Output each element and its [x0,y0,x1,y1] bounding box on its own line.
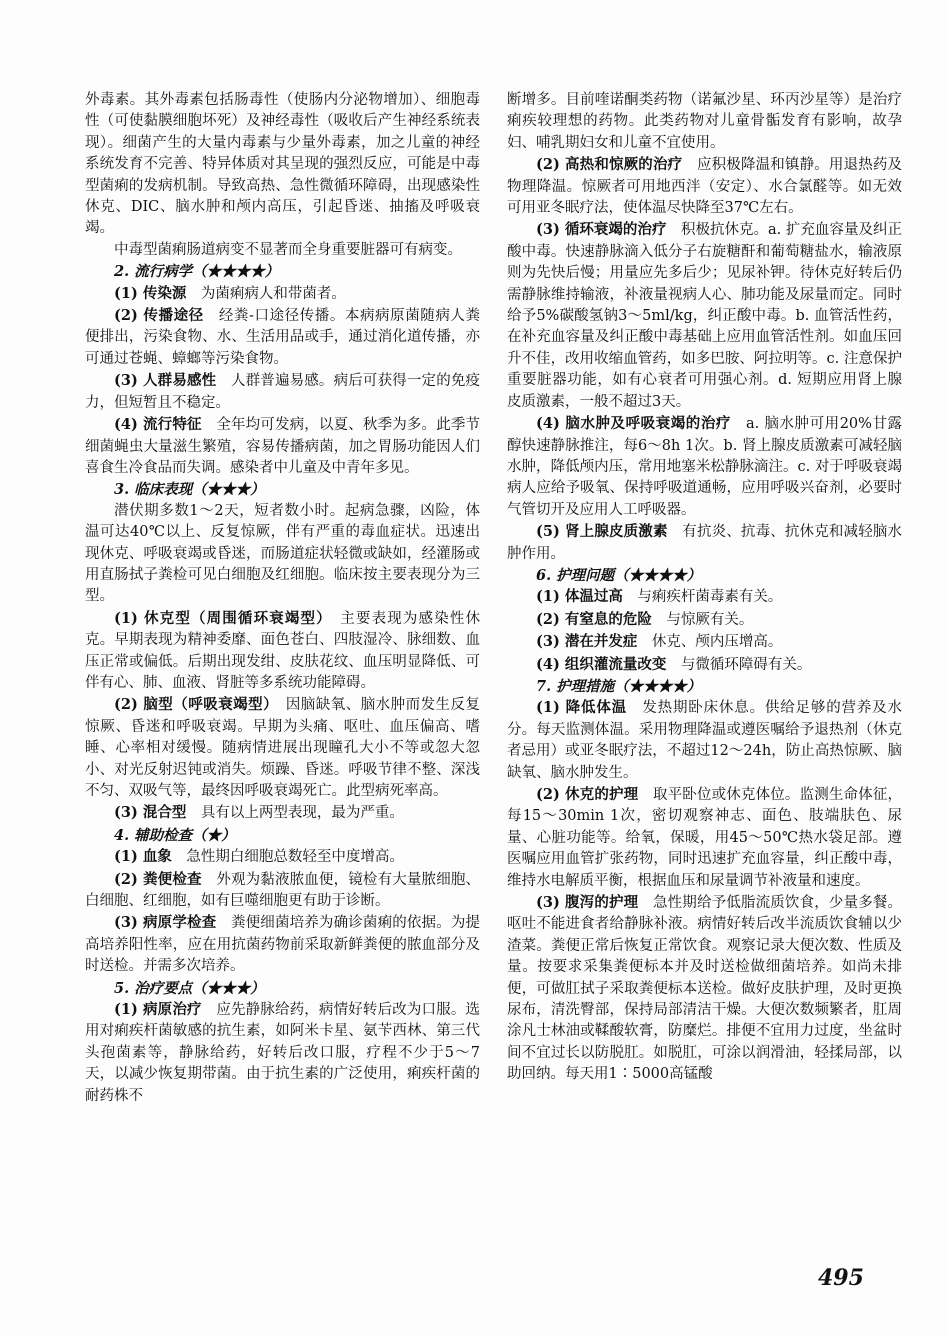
text-pathogen-exam: 粪便细菌培养为确诊菌痢的依据。为提高培养阳性率，应在用抗菌药物前采取新鲜粪便的脓血部分及时送检。并需多次培养。 [85,915,481,975]
paragraph-susceptibility [85,370,480,414]
text-stool-exam: 外观为黏液脓血便，镜检有大量脓细胞、白细胞、红细胞，如有巨噬细胞更有助于诊断。 [85,871,481,910]
text-circulatory-failure: 积极抗休克。a. 扩充血容量及纠正酸中毒。快速静脉滴入低分子右旋糖酐和葡萄糖盐水，输液原则为先快后慢；用量应先多后少；见尿补钾。待休克好转后仍需静脉维持输液，补液量视病人心、肺功能及尿量而定。同时给予5%碳酸氢钠3～5ml/kg，纠正酸中毒。b. 血管活性药，在补充血容量及纠正酸中毒基础上应用血管活性剂。如血压回升不佳，改用收缩血管药，如多巴胺、阿拉明等。c. 注意保护重要脏器功能，如有心衰者可用强心剂。d. 短期应用肾上腺皮质激素，一般不超过3天。 [507,222,902,410]
label-perfusion: (4) 组织灌流量改变 [536,655,667,673]
text-susceptibility: 人群普遍易感。病后可获得一定的免疫力，但短暂且不稳定。 [85,373,481,411]
label-corticosteroids: (5) 肾上腺皮质激素 [536,523,668,541]
label-fever-convulsion: (2) 高热和惊厥的治疗 [536,156,683,174]
text-fever-convulsion: 应积极降温和镇静。用退热药及物理降温。惊厥者可用地西泮（安定）、水合氯醛等。如无效可用亚冬眠疗法，使体温尽快降至37℃左右。 [507,157,903,217]
paragraph-diarrhea-care [507,892,902,1086]
text-diarrhea-care: 急性期给予低脂流质饮食，少量多餐。呕吐不能进食者给静脉补液。病情好转后改半流质饮食辅以少渣菜。粪便正常后恢复正常饮食。观察记录大便次数、性质及量。按要求采集粪便标本并及时送检做细菌培养。如尚未排便，可做肛拭子采取粪便标本送检。做好皮肤护理，及时更换尿布，清洗臀部，保持局部清洁干燥。大便次数频繁者，肛周涂凡士林油或鞣酸软膏，防糜烂。排便不宜用力过度，坐盆时间不宜过长以防脱肛。如脱肛，可涂以润滑油，轻揉局部，以助回纳。每天用1∶5000高锰酸 [507,895,903,1083]
text-transmission: 经粪-口途径传播。本病病原菌随病人粪便排出，污染食物、水、生活用品或手，通过消化道传播，亦可通过苍蝇、蟑螂等污染食物。 [85,308,481,367]
paragraph-brain-edema [507,413,902,521]
paragraph-organ-lesions: 中毒型菌痢肠道病变不显著而全身重要脏器可有病变。 [114,241,462,258]
right-column [507,90,902,1086]
text-hyperthermia: 与痢疾杆菌毒素有关。 [637,589,783,606]
label-stool-exam: (2) 粪便检查 [114,870,202,888]
paragraph-shock-care [507,784,902,892]
paragraph-blood-count [85,846,480,868]
label-diarrhea-care: (3) 腹泻的护理 [536,894,639,912]
text-corticosteroids: 有抗炎、抗毒、抗休克和减轻脑水肿作用。 [507,524,903,562]
label-hyperthermia: (1) 体温过高 [536,588,623,606]
heading-nursing-problems: 6. 护理问题（★★★★） [536,566,702,584]
label-shock-type: (1) 休克型（周围循环衰竭型） [114,609,325,627]
paragraph-incubation: 潜伏期多数1～2天，短者数小时。起病急骤，凶险，体温可达40℃以上、反复惊厥，伴有严重的毒血症状。迅速出现休克、呼吸衰竭或昏迷，而肠道症状轻微或缺如，经灌肠或用直肠拭子粪检可见白细胞及红细胞。临床按主要表现分为三型。 [85,502,480,605]
label-complications: (3) 潜在并发症 [536,633,638,651]
text-mixed-type: 具有以上两型表现，最为严重。 [200,805,404,822]
left-column [85,90,480,1107]
heading-epidemiology: 2. 流行病学（★★★★） [114,263,280,281]
paragraph-corticosteroids [507,521,902,565]
text-shock-care: 取平卧位或休克体位。监测生命体征，每15～30min 1次，密切观察神志、面色、肢端肤色、尿量、心脏功能等。给氧，保暖，用45～50℃热水袋足部。遵医嘱应用血管扩张药物，同时迅速扩充血容量，纠正酸中毒，维持水电解质平衡，根据血压和尿量调节补液量和速度。 [507,787,903,889]
paragraph-quinolones: 断增多。目前喹诺酮类药物（诺氟沙星、环丙沙星等）是治疗痢疾较理想的药物。此类药物对儿童骨骺发育有影响，故孕妇、哺乳期妇女和儿童不宜使用。 [507,92,902,151]
paragraph-complications [507,631,902,653]
paragraph-brain-type [85,694,480,802]
paragraph-stool-exam [85,869,480,913]
label-shock-care: (2) 休克的护理 [536,786,639,803]
paragraph-epidemic-features [85,414,480,479]
text-pathogen-treatment: 应先静脉给药，病情好转后改为口服。选用对痢疾杆菌敏感的抗生素，如阿米卡星、氨苄西林、第三代头孢菌素等，静脉给药，好转后改口服，疗程不少于5～7天，以减少恢复期带菌。由于抗生素的广泛使用，痢疾杆菌的耐药株不 [85,1002,481,1104]
label-lower-temperature: (1) 降低体温 [536,699,627,717]
label-pathogen-exam: (3) 病原学检查 [114,914,217,932]
heading-auxiliary-exams: 4. 辅助检查（★） [114,826,236,844]
page-number: 495 [818,1265,864,1291]
text-complications: 休克、颅内压增高。 [651,634,783,651]
text-asphyxia-risk: 与惊厥有关。 [666,611,754,628]
paragraph-infection-source [85,283,480,305]
label-brain-type: (2) 脑型（呼吸衰竭型） [114,696,271,714]
paragraph-perfusion [507,654,902,676]
label-pathogen-treatment: (1) 病原治疗 [114,1001,202,1019]
text-brain-edema: a. 脑水肿可用20%甘露醇快速静脉推注，每6～8h 1次。b. 肾上腺皮质激素可减轻脑水肿，降低颅内压，常用地塞米松静脉滴注。c. 对于呼吸衰竭病人应给予吸氧、保持呼吸道通畅，应用呼吸兴奋剂，必要时气管切开及应用人工呼吸器。 [507,416,903,518]
paragraph-shock-type [85,608,480,695]
text-infection-source: 为菌痢病人和带菌者。 [200,285,346,302]
label-blood-count: (1) 血象 [114,848,172,866]
text-perfusion: 与微循环障碍有关。 [680,656,812,673]
heading-treatment: 5. 治疗要点（★★★） [114,979,265,997]
label-infection-source: (1) 传染源 [114,284,187,302]
text-brain-type: 因脑缺氧、脑水肿而发生反复惊厥、昏迷和呼吸衰竭。早期为头痛、呕吐、血压偏高、嗜睡、心率相对缓慢。随病情进展出现瞳孔大小不等或忽大忽小、对光反射迟钝或消失。烦躁、昏迷。呼吸节律不整、深浅不匀、双吸气等，最终因呼吸衰竭死亡。此型病死率高。 [85,697,481,799]
paragraph-pathogen-exam [85,912,480,977]
label-mixed-type: (3) 混合型 [114,804,187,822]
paragraph-mixed-type [85,802,480,824]
text-shock-type: 主要表现为感染性休克。早期表现为精神委靡、面色苍白、四肢湿冷、脉细数、血压正常或偏低。后期出现发绀、皮肤花纹、血压明显降低、可伴有心、肺、血液、肾脏等多系统功能障碍。 [85,610,481,691]
text-epidemic-features: 全年均可发病，以夏、秋季为多。此季节细菌蝇虫大量滋生繁殖，容易传播病菌，加之胃肠功能因人们喜食生冷食品而失调。感染者中儿童及中青年多见。 [85,417,481,476]
label-brain-edema: (4) 脑水肿及呼吸衰竭的治疗 [536,415,731,433]
text-blood-count: 急性期白细胞总数轻至中度增高。 [186,849,404,866]
text-lower-temperature: 发热期卧床休息。供给足够的营养及水分。每天监测体温。采用物理降温或遵医嘱给予退热剂（休克者忌用）或亚冬眠疗法，不超过12～24h，防止高热惊厥、脑缺氧、脑水肿发生。 [507,700,903,781]
label-circulatory-failure: (3) 循环衰竭的治疗 [536,221,667,239]
label-susceptibility: (3) 人群易感性 [114,372,217,390]
label-epidemic-features: (4) 流行特征 [114,416,202,434]
paragraph-lower-temperature [507,697,902,784]
paragraph-hyperthermia [507,586,902,608]
label-transmission: (2) 传播途径 [114,307,204,325]
paragraph-asphyxia-risk [507,609,902,631]
heading-clinical-manifestations: 3. 临床表现（★★★） [114,481,265,499]
paragraph-pathogen-treatment [85,999,480,1107]
heading-nursing-measures: 7. 护理措施（★★★★） [536,677,702,695]
paragraph-circulatory-failure [507,219,902,413]
paragraph-fever-convulsion [507,154,902,219]
paragraph-exotoxin: 外毒素。其外毒素包括肠毒性（使肠内分泌物增加）、细胞毒性（可使黏膜细胞坏死）及神经毒性（吸收后产生神经系统表现）。细菌产生的大量内毒素与少量外毒素，加之儿童的神经系统发育不完善、特异体质对其呈现的强烈反应，可能是中毒型菌痢的发病机制。导致高热、急性微循环障碍，出现感染性休克、DIC、脑水肿和颅内高压，引起昏迷、抽搐及呼吸衰竭。 [85,92,480,237]
label-asphyxia-risk: (2) 有窒息的危险 [536,610,652,628]
paragraph-transmission [85,305,480,370]
